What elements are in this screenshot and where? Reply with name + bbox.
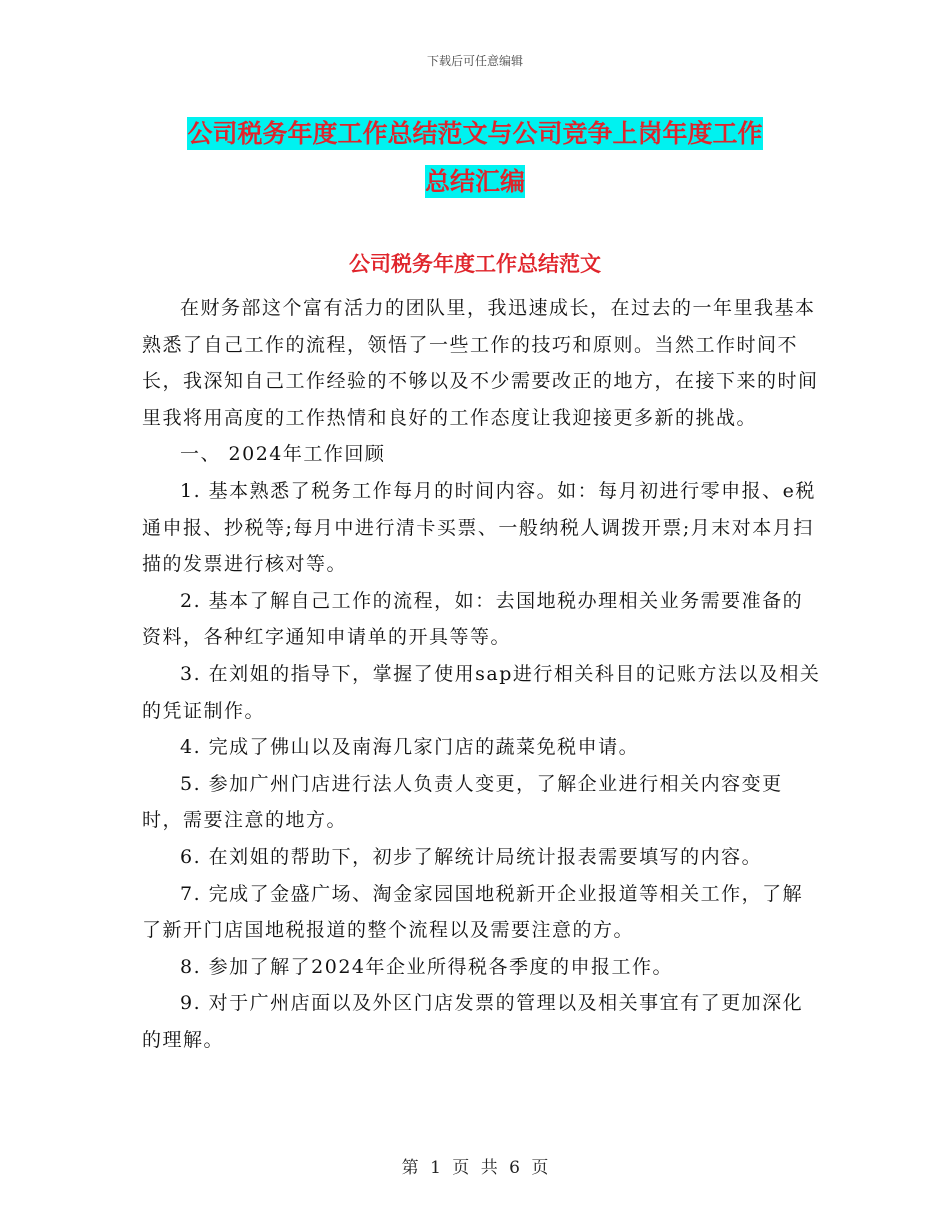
paragraph-item-2: 2. 基本了解自己工作的流程，如：去国地税办理相关业务需要准备的资料，各种红字通知申请单的开具等等。 [142,589,804,649]
paragraph-item-4: 4. 完成了佛山以及南海几家门店的蔬菜免税申请。 [180,736,640,759]
paragraph-intro: 在财务部这个富有活力的团队里，我迅速成长，在过去的一年里我基本熟悉了自己工作的流程，领悟了一些工作的技巧和原则。当然工作时间不长，我深知自己工作经验的不够以及不少需要改正的地方，在接下来的时间里我将用高度的工作热情和良好的工作态度让我迎接更多新的挑战。 [142,297,819,429]
body-text [142,290,822,1058]
paragraph-item-5: 5. 参加广州门店进行法人负责人变更，了解企业进行相关内容变更时，需要注意的地方。 [142,772,783,832]
document-title-line-1-text: 公司税务年度工作总结范文与公司竞争上岗年度工作 [187,119,763,148]
paragraph-item-3: 3. 在刘姐的指导下，掌握了使用sap进行相关科目的记账方法以及相关的凭证制作。 [142,662,821,722]
page-footer: 第 1 页 共 6 页 [401,1158,549,1178]
header-note: 下载后可任意编辑 [426,54,523,68]
section-title: 公司税务年度工作总结范文 [349,252,601,276]
document-title-line-2 [0,158,950,206]
paragraph-item-8: 8. 参加了解了2024年企业所得税各季度的申报工作。 [180,955,674,978]
document-title-line-1 [0,110,950,158]
document-title-line-2-text: 总结汇编 [424,167,525,196]
paragraph-item-6: 6. 在刘姐的帮助下，初步了解统计局统计报表需要填写的内容。 [180,845,763,868]
paragraph-heading-review: 一、 2024年工作回顾 [180,443,386,466]
document-title [0,110,950,206]
paragraph-item-7: 7. 完成了金盛广场、淘金家园国地税新开企业报道等相关工作，了解了新开门店国地税报道的整个流程以及需要注意的方。 [142,882,804,942]
paragraph-item-1: 1. 基本熟悉了税务工作每月的时间内容。如：每月初进行零申报、e税通申报、抄税等;每月中进行清卡买票、一般纳税人调拨开票;月末对本月扫描的发票进行核对等。 [142,479,816,576]
paragraph-item-9: 9. 对于广州店面以及外区门店发票的管理以及相关事宜有了更加深化的理解。 [142,992,804,1051]
